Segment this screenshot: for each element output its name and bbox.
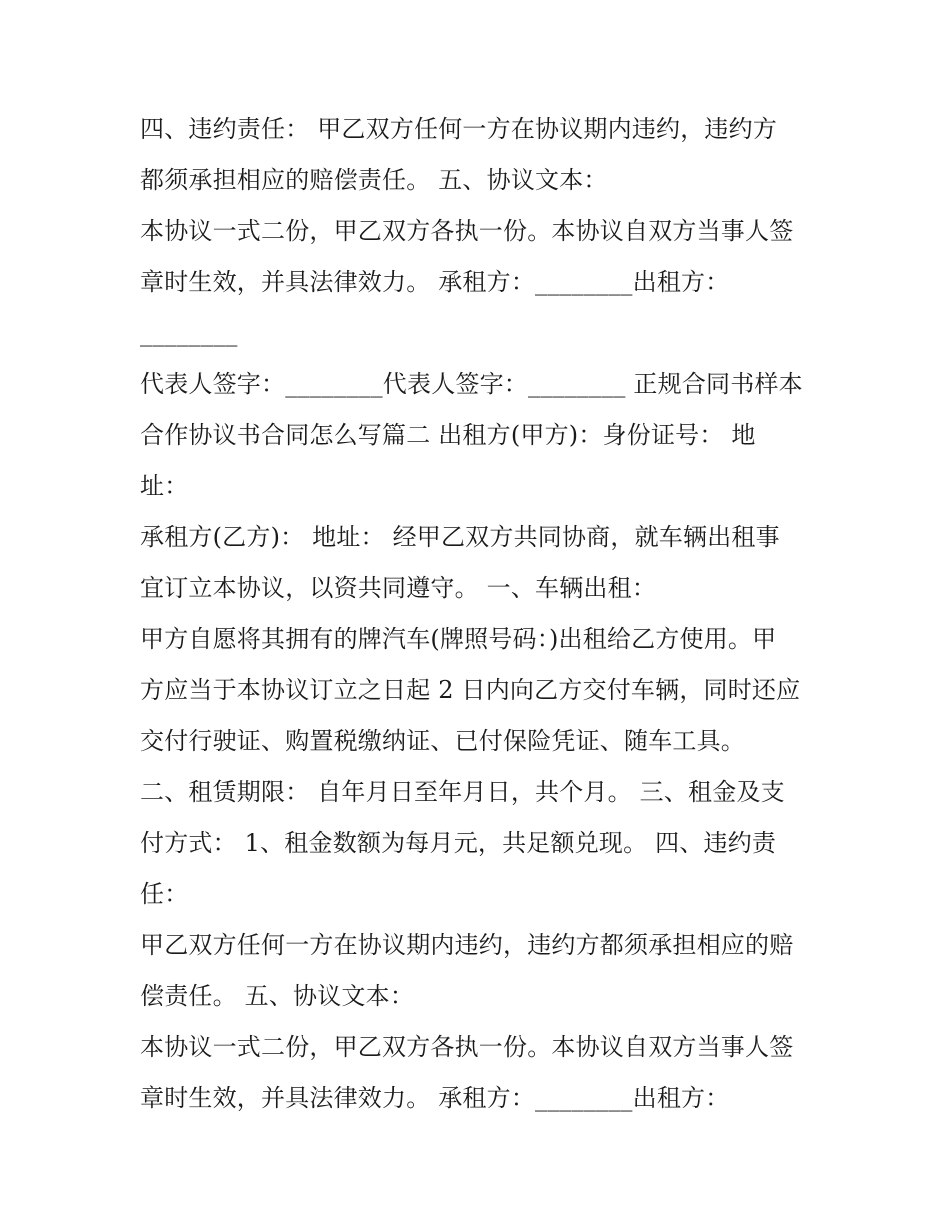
text-line: 任： — [140, 880, 189, 908]
text-line: 交付行驶证、购置税缴纳证、已付保险凭证、随车工具。 — [140, 727, 745, 755]
document-body — [140, 104, 820, 1124]
text-line: 甲方自愿将其拥有的牌汽车(牌照号码：)出租给乙方使用。甲 — [140, 625, 777, 653]
text-line: 章时生效，并具法律效力。 承租方：________出租方： — [140, 268, 730, 296]
text-line: 合作协议书合同怎么写篇二 出租方(甲方)：身份证号： 地 — [140, 421, 756, 449]
text-line: 方应当于本协议订立之日起 2 日内向乙方交付车辆，同时还应 — [140, 676, 801, 704]
text-line: 宜订立本协议，以资共同遵守。 一、车辆出租： — [140, 574, 657, 602]
text-line: 四、违约责任： 甲乙双方任何一方在协议期内违约，违约方 — [140, 115, 778, 143]
text-line: 二、租赁期限： 自年月日至年月日，共个月。 三、租金及支 — [140, 778, 785, 806]
text-line: 代表人签字：________代表人签字：________ 正规合同书样本 — [140, 370, 803, 398]
text-line: 甲乙双方任何一方在协议期内违约，违约方都须承担相应的赔 — [140, 931, 794, 959]
text-line: 承租方(乙方)： 地址： 经甲乙双方共同协商，就车辆出租事 — [140, 523, 780, 551]
text-line: 本协议一式二份，甲乙双方各执一份。本协议自双方当事人签 — [140, 217, 794, 245]
text-line: ________ — [140, 319, 238, 347]
text-line: 址： — [140, 472, 189, 500]
text-line: 都须承担相应的赔偿责任。 五、协议文本： — [140, 166, 608, 194]
text-line: 付方式： 1、租金数额为每月元，共足额兑现。 四、违约责 — [140, 829, 777, 857]
text-line: 本协议一式二份，甲乙双方各执一份。本协议自双方当事人签 — [140, 1033, 794, 1061]
text-line: 章时生效，并具法律效力。 承租方：________出租方： — [140, 1084, 730, 1112]
text-line: 偿责任。 五、协议文本： — [140, 982, 415, 1010]
